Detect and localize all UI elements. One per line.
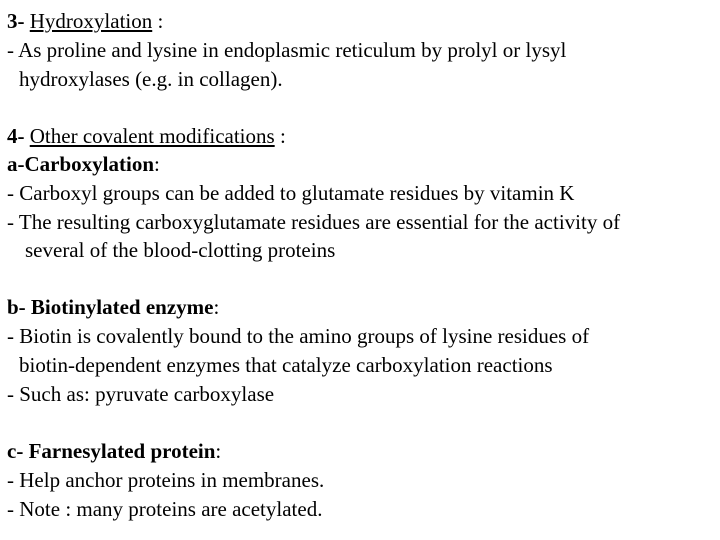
subsection-b-title: b- Biotinylated enzyme: [7, 295, 214, 319]
subsection-a-colon: :: [154, 152, 160, 176]
subsection-c-line-1: - Help anchor proteins in membranes.: [7, 468, 325, 492]
subsection-a-line-3: several of the blood-clotting proteins: [25, 238, 336, 262]
subsection-b-line-3: - Such as: pyruvate carboxylase: [7, 382, 275, 406]
subsection-c-line-2: - Note : many proteins are acetylated.: [7, 497, 323, 521]
section-4-colon: :: [274, 124, 286, 148]
subsection-a-title: a-Carboxylation: [7, 152, 154, 176]
section-4-title: Other covalent modifications: [29, 124, 275, 148]
subsection-b-heading: [7, 295, 219, 319]
subsection-b-line-2: biotin-dependent enzymes that catalyze carboxylation reactions: [19, 353, 553, 377]
subsection-c-colon: :: [215, 439, 222, 463]
subsection-a-line-1: - Carboxyl groups can be added to glutamate residues by vitamin K: [7, 181, 575, 205]
section-3-line-2: hydroxylases (e.g. in collagen).: [19, 67, 283, 91]
section-3-line-1: - As proline and lysine in endoplasmic reticulum by prolyl or lysyl: [7, 38, 567, 62]
section-4-number: 4-: [7, 124, 30, 148]
subsection-c-heading: [7, 439, 221, 463]
section-4-heading: [7, 124, 286, 148]
section-3-title: Hydroxylation: [29, 9, 153, 33]
section-3-heading: [7, 9, 163, 33]
subsection-b-line-1: - Biotin is covalently bound to the amino groups of lysine residues of: [7, 324, 590, 348]
subsection-a-line-2: - The resulting carboxyglutamate residues are essential for the activity of: [7, 210, 621, 234]
subsection-c-title: c- Farnesylated protein: [7, 439, 216, 463]
subsection-b-colon: :: [213, 295, 220, 319]
section-3-colon: :: [152, 9, 164, 33]
subsection-a-heading: [7, 152, 160, 176]
section-3-number: 3-: [7, 9, 30, 33]
